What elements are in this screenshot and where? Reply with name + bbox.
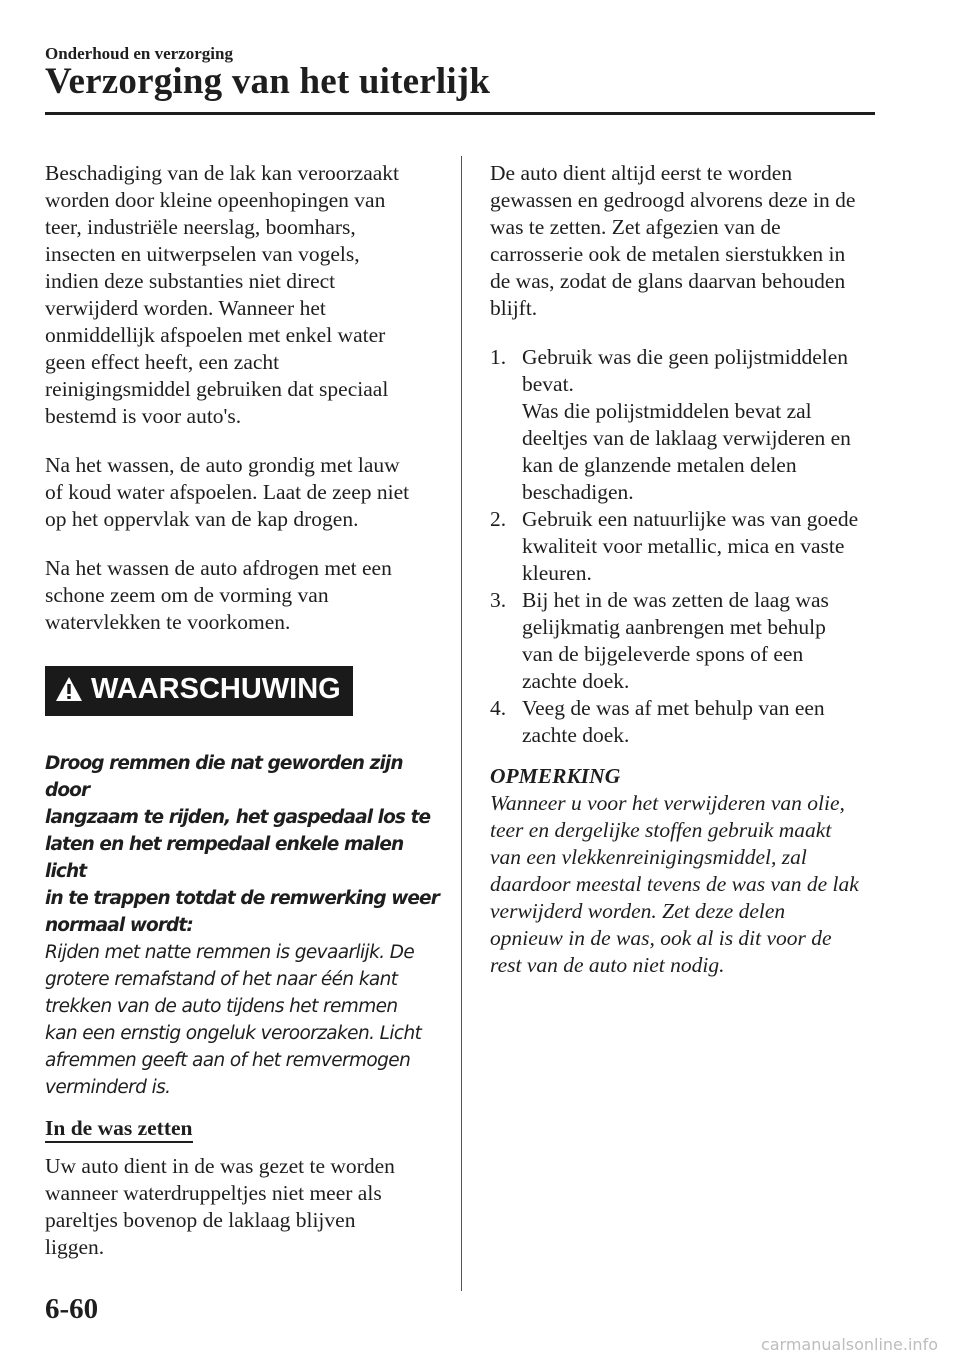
list-item [490,695,880,749]
wax-intro-paragraph: De auto dient altijd eerst te worden gewassen en gedroogd alvorens deze in de was te zetten. Zet afgezien van de carrosserie ook de metalen sierstukken in de was, zodat de glans daarvan behouden blijft. [490,161,856,320]
header-divider [45,112,875,115]
list-item [490,587,880,695]
page-title: Verzorging van het uiterlijk [45,61,491,102]
paint-damage-paragraph: Beschadiging van de lak kan veroorzaakt worden door kleine opeenhopingen van teer, industriële neerslag, boomhars, insecten en uitwerpselen van vogels, indien deze substanties niet direct verwijderd worden. Wanneer het onmiddellijk afspoelen met enkel water geen effect heeft, een zacht reinigingsmiddel gebruiken dat speciaal bestemd is voor auto's. [45,161,400,428]
note-text: Wanneer u voor het verwijderen van olie, teer en dergelijke stoffen gebruik maakt van een vlekkenreinigingsmiddel, zal daardoor meestal tevens de was van de lak verwijderd worden. Zet deze delen opnieuw in de was, ook al is dit voor de rest van de auto niet nodig. [490,791,859,977]
left-column [45,160,445,1283]
page-number: 6-60 [45,1293,99,1325]
step-number: 1. [490,345,507,369]
watermark: carmanualsonline.info [760,1335,938,1354]
step-number: 3. [490,588,507,612]
warning-text: Rijden met natte remmen is gevaarlijk. De grotere remafstand of het naar één kant trekken van de auto tijdens het remmen kan een ernstig ongeluk veroorzaken. Licht afremmen geeft aan of het remvermogen verminderd is. [45,942,422,1098]
step-text: Gebruik een natuurlijke was van goede kwaliteit voor metallic, mica en vaste kleuren. [522,507,859,585]
list-item [490,506,880,587]
right-column [490,160,880,979]
warning-label: WAARSCHUWING [91,673,341,705]
step-number: 2. [490,507,507,531]
dry-paragraph: Na het wassen de auto afdrogen met een schone zeem om de vorming van watervlekken te voorkomen. [45,556,392,634]
column-divider [461,156,462,1291]
note-title: OPMERKING [490,764,621,788]
wax-subheading: In de was zetten [45,1115,193,1143]
rinse-paragraph: Na het wassen, de auto grondig met lauw of koud water afspoelen. Laat de zeep niet op het oppervlak van de kap drogen. [45,453,410,531]
list-item [490,344,880,506]
warning-triangle-icon [55,672,83,714]
section-label: Onderhoud en verzorging [45,44,233,63]
wax-paragraph: Uw auto dient in de was gezet te worden wanneer waterdruppeltjes niet meer als pareltjes bovenop de laklaag blijven liggen. [45,1154,395,1259]
step-text: Bij het in de was zetten de laag was gelijkmatig aanbrengen met behulp van de bijgeleverde spons of een zachte doek. [522,588,829,693]
warning-bold-text: Droog remmen die nat geworden zijn door langzaam te rijden, het gaspedaal los te laten en het rempedaal enkele malen licht in te trappen totdat de remwerking weer normaal wordt: [45,753,439,936]
warning-banner [45,666,353,716]
step-number: 4. [490,696,507,720]
step-text: Gebruik was die geen polijstmiddelen bevat. Was die polijstmiddelen bevat zal deeltjes van de laklaag verwijderen en kan de glanzende metalen delen beschadigen. [522,345,851,504]
wax-steps-list [490,344,880,749]
step-text: Veeg de was af met behulp van een zachte doek. [522,696,825,747]
